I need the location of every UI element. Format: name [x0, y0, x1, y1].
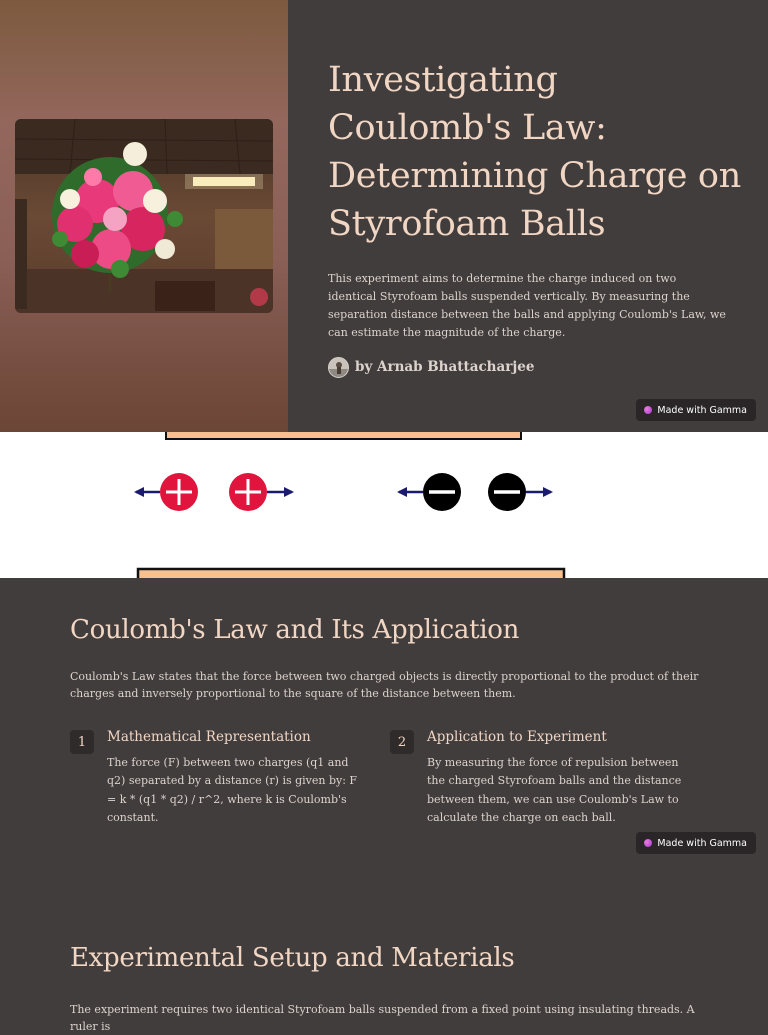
coulombs-law-slide: [0, 578, 768, 868]
page-title: Investigating Coulomb's Law: Determining Charge on Styrofoam Balls: [328, 60, 741, 244]
title-slide: [0, 0, 768, 432]
item-body: The force (F) between two charges (q1 and q2) separated by a distance (r) is given by: F = k * (q1 * q2) / r^2, where k is Coulomb's constant.: [107, 756, 358, 824]
author-name: by Arnab Bhattacharjee: [355, 359, 535, 375]
section-heading: Coulomb's Law and Its Application: [70, 615, 520, 645]
author-line: [328, 356, 534, 378]
badge-label: Made with Gamma: [657, 404, 747, 416]
made-with-gamma-badge[interactable]: [636, 399, 756, 421]
section-intro: The experiment requires two identical Styrofoam balls suspended from a fixed point using insulating threads. A ruler is: [70, 1003, 695, 1033]
experimental-setup-slide: [0, 868, 768, 1033]
top-plate: [166, 432, 521, 439]
flower-bouquet-photo: [15, 119, 273, 313]
badge-label: Made with Gamma: [657, 837, 747, 849]
bottom-plate: [138, 569, 564, 578]
negative-charge-left: [399, 473, 461, 511]
charge-diagram: [0, 432, 768, 578]
gamma-logo-icon: [644, 839, 652, 847]
item-title: Mathematical Representation: [107, 729, 311, 745]
item-body: By measuring the force of repulsion between the charged Styrofoam balls and the distance between them, we can use Coulomb's Law to calculate the charge on each ball.: [427, 756, 682, 824]
positive-charge-left: [136, 473, 198, 511]
hero-image-panel: [0, 0, 288, 432]
item-title: Application to Experiment: [427, 729, 607, 745]
item-number: 1: [70, 730, 94, 754]
negative-charge-right: [488, 473, 551, 511]
section-heading: Experimental Setup and Materials: [70, 943, 515, 973]
positive-charge-right: [229, 473, 292, 511]
item-number: 2: [390, 730, 414, 754]
gamma-logo-icon: [644, 406, 652, 414]
section-intro: Coulomb's Law states that the force between two charged objects is directly proportional to the product of their charges and inversely proportional to the square of the distance between them.: [70, 670, 699, 700]
intro-paragraph: This experiment aims to determine the charge induced on two identical Styrofoam balls suspended vertically. By measuring the separation distance between the balls and applying Coulomb's Law, we can estimate the magnitude of the charge.: [328, 272, 726, 339]
avatar: [328, 357, 349, 378]
made-with-gamma-badge[interactable]: [636, 832, 756, 854]
